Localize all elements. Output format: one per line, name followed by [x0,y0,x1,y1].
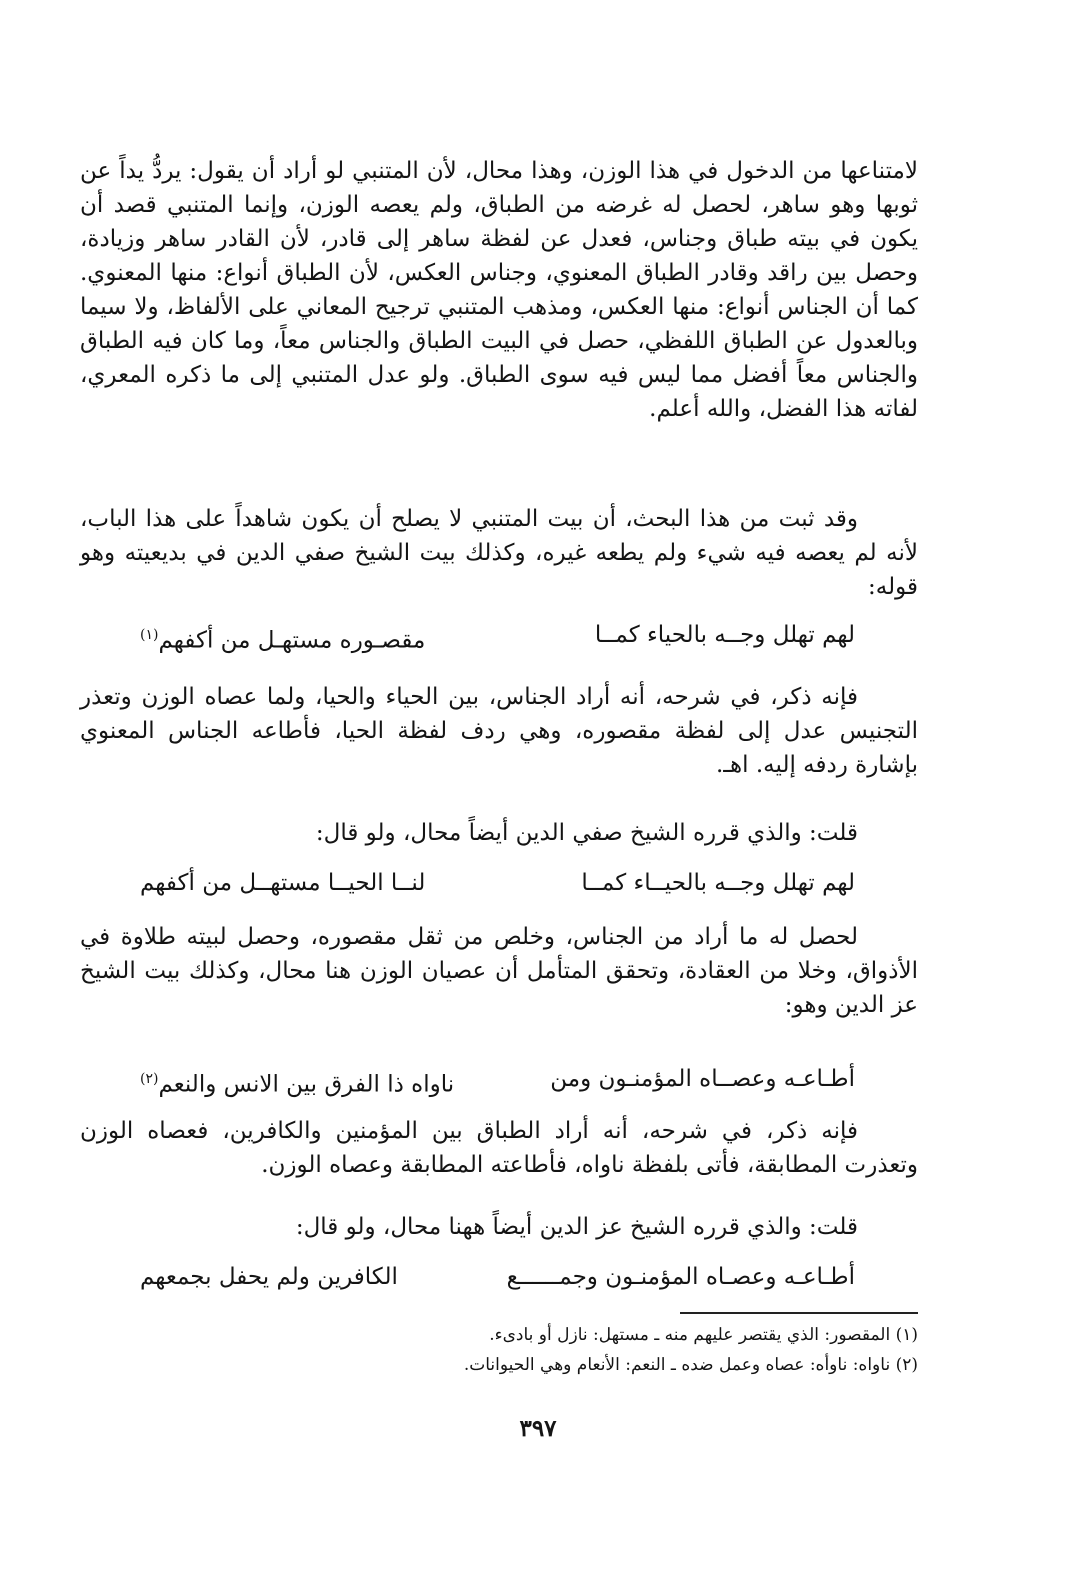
paragraph-6: فإنه ذكر، في شرحه، أنه أراد الطباق بين المؤمنين والكافرين، فعصاه الوزن وتعذرت المطابقة، فأتى بلفظة ناواه، فأطاعته المطابقة وعصاه الوزن. [80,1118,918,1178]
verse-2-first-hemistich: لهم تهلل وجــه بالحيــاء كمــا [581,870,855,896]
verse-4-first-hemistich: أطـاعـه وعصـاه المؤمنـون وجمــــــع [506,1264,855,1290]
verse-3-second-hemistich: ناواه ذا الفرق بين الانس والنعم [158,1071,455,1098]
paragraph-2: وقد ثبت من هذا البحث، أن بيت المتنبي لا يصلح أن يكون شاهداً على هذا الباب، لأنه لم يعصه فيه شيء ولم يطعه غيره، وكذلك بيت الشيخ صفي الدين في بديعيته وهو قوله: [80,506,918,600]
paragraph-4: قلت: والذي قرره الشيخ صفي الدين أيضاً محال، ولو قال: [315,820,858,846]
page-number: ٣٩٧ [519,1415,557,1442]
footnote-ref-1: (١) [140,627,159,643]
paragraph-1: لامتناعها من الدخول في هذا الوزن، وهذا محال، لأن المتنبي لو أراد أن يقول: يردُّ يداً عن ثوبها وهو ساهر، لحصل له غرضه من الطباق، ولم يعصه الوزن، وإنما المتنبي قصد أن يكون في بيته طباق وجناس، فعدل عن لفظة ساهر إلى قادر، لأن القادر ساهر وزيادة، وحصل بين راقد وقادر الطباق المعنوي، وجناس العكس، لأن الطباق أنواع: منها المعنوي. كما أن الجناس أنواع: منها العكس، ومذهب المتنبي ترجيح المعاني على الألفاظ، ولا سيما وبالعدول عن الطباق اللفظي، حصل في البيت الطباق والجناس معاً، وما كان فيه الطباق والجناس معاً أفضل مما ليس فيه سوى الطباق. ولو عدل المتنبي إلى ما ذكره المعري، لفاته هذا الفضل، والله أعلم. [80,158,918,422]
verse-2-second-hemistich: لنــا الحيــا مستهــل من أكفهم [140,870,426,896]
paragraph-3: فإنه ذكر، في شرحه، أنه أراد الجناس، بين الحياء والحيا، ولما عصاه الوزن وتعذر التجنيس عدل إلى لفظة مقصوره، وهي ردف لفظة الحيا، فأطاعه الجناس المعنوي بإشارة ردفه إليه. اهـ. [80,684,918,778]
verse-3-first-hemistich: أطـاعـه وعصــاه المؤمنـون ومن [550,1066,855,1092]
verse-1-first-hemistich: لهم تهلل وجــه بالحياء كمــا [594,622,855,648]
paragraph-5: لحصل له ما أراد من الجناس، وخلص من ثقل مقصوره، وحصل لبيته طلاوة في الأذواق، وخلا من العقادة، وتحقق المتأمل أن عصيان الوزن هنا محال، وكذلك بيت الشيخ عز الدين وهو: [80,924,918,1018]
footnote-ref-2: (٢) [140,1071,159,1087]
footnote-1: (١) المقصور: الذي يقتصر عليهم منه ـ مستهل: نازل أو بادىء. [489,1325,918,1345]
verse-4-second-hemistich: الكافرين ولم يحفل بجمعهم [140,1264,398,1290]
footnote-separator [680,1312,918,1314]
verse-1-second-hemistich: مقصـوره مستهـل من أكفهم [158,627,426,654]
footnote-2: (٢) ناواه: ناوأه: عصاه وعمل ضده ـ النعم: الأنعام وهي الحيوانات. [463,1355,918,1375]
paragraph-7: قلت: والذي قرره الشيخ عز الدين أيضاً ههنا محال، ولو قال: [295,1214,858,1240]
